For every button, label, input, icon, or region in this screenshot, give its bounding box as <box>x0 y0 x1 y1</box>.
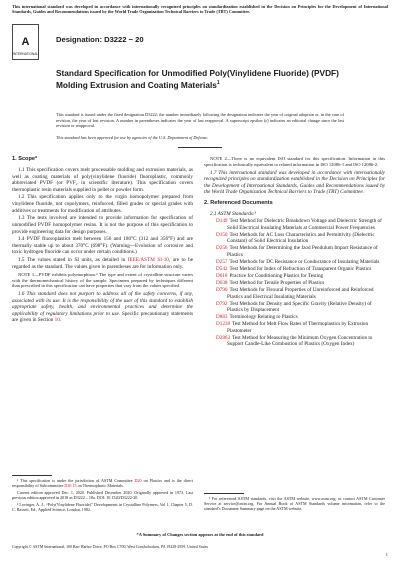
ieee-si10-link[interactable]: IEEE/ASTM SI-10 <box>127 257 169 264</box>
reference-title: Test Method for Dielectric Breakdown Voltage and Dielectric Strength of Solid Electrical Insulating Materials at Commercial Power Frequencies <box>227 218 382 231</box>
copyright-line: Copyright © ASTM International, 100 Barr Harbor Drive, PO Box C700, West Conshohocken, PA 19428-2959. United States <box>12 545 208 549</box>
paragraph-1-2: 1.2 This specification applies only to the virgin homopolymer prepared from vinylidene fluoride, not copolymers, reinforced, filled grades or special grades with additives or treatments for modification of attributes. <box>12 194 193 214</box>
reference-item <box>210 232 385 245</box>
paragraph-1-5 <box>12 257 193 270</box>
astm-standards-subheading <box>210 211 385 218</box>
note-2: NOTE 2—There is no equivalent ISO standard for this specification. Information in this specification is technically equivalent to related information in ISO 12086-1 and ISO 12086-2. <box>204 156 385 167</box>
reference-code-link[interactable]: D2863 <box>216 334 231 341</box>
scope-heading: 1. Scope* <box>12 156 38 162</box>
paragraph-1-6-text-c: . <box>59 317 62 324</box>
paragraph-1-6-text-b: Specific precautionary statements are given in Section <box>12 310 193 324</box>
dod-approval-note: This standard has been approved for use by agencies of the U.S. Department of Defense. <box>56 135 209 140</box>
reference-item <box>210 280 385 286</box>
svg-text:A: A <box>21 36 30 48</box>
reference-title: Test Methods for Flexural Properties of Unreinforced and Reinforced Plastics and Electrical Insulating Materials <box>227 287 374 300</box>
reference-item <box>210 287 385 300</box>
reference-code-link[interactable]: D542 <box>216 265 228 272</box>
paragraph-1-3: 1.3 The tests involved are intended to provide information for specification of unmodified PVDF homopolymer resins. It is not the purpose of this specification to provide engineering data for design purposes. <box>12 215 193 235</box>
reference-item <box>210 259 385 265</box>
note-1: NOTE 1—PVDF exhibits polymorphism.² The type and extent of crystalline structure varies with the thermomechanical history of the sample. Specimens prepared by techniques different than prescribed in this specification can have properties that vary from the values specified. <box>12 271 193 289</box>
reference-title: Test Methods for AC Loss Characteristics and Permittivity (Dielectric Constant) of Solid Electrical Insulation <box>227 231 375 245</box>
reference-item <box>210 314 385 320</box>
reference-item <box>210 245 385 258</box>
paragraph-1-4: 1.4 PVDF fluoroplastics melt between 156 and 180°C (312 and 356°F) and are thermally stable up to about 370°C (698°F). (Warning—Evolution of corrosive and toxic hydrogen fluoride can occur under certain conditions.) <box>12 236 193 256</box>
footnote-1-edition: Current edition approved Dec. 1, 2020. Published December 2020. Originally approved in 1973. Last previous edition approved in 2018 as D3222 – 18a. DOI: 10.1520/D3222-20. <box>12 490 193 501</box>
reference-item <box>210 335 385 348</box>
footnote-1 <box>12 478 193 488</box>
reference-title: Test Method for Tensile Properties of Plastics <box>229 280 325 287</box>
footnote-2: ² Lovinger, A. J., “Poly(Vinylidene Fluoride)” Developments in Crystalline Polymers, Vol 1, Chapter 5, D. C. Bassett, Ed., Applied Science, London, 1982. <box>12 502 193 513</box>
referenced-documents-heading: 2. Referenced Documents <box>204 199 273 206</box>
reference-code-link[interactable]: D638 <box>216 280 228 287</box>
paragraph-1-5-text-b: , are to be regarded as the standard. The values given in parentheses are for information only. <box>12 257 193 270</box>
reference-title: Test Method for Melt Flow Rates of Thermoplastics by Extrusion Plastometer <box>227 321 369 334</box>
footnote-divider <box>12 475 52 476</box>
reference-title: Practice for Conditioning Plastics for Testing <box>229 272 324 279</box>
committee-d20-link[interactable]: D20 <box>134 478 142 483</box>
left-footnotes <box>12 475 193 515</box>
designation: Designation: D3222 − 20 <box>56 35 144 44</box>
reference-code-link[interactable]: D883 <box>216 314 228 321</box>
top-notice: This international standard was developed in accordance with internationally recognized principles on standardization established in the Decision on Principles for the Development of International Standards, Guides and Recommendations issued by the World Trade Organization Technical Barriers to Trade (TBT) Committee. <box>12 4 388 15</box>
right-column <box>204 152 385 348</box>
reference-title: Test Method for Index of Refraction of Transparent Organic Plastics <box>229 265 372 272</box>
title-text: Standard Specification for Unmodified Poly(Vinylidene Fluoride) (PVDF) Molding Extrusion and Coating Materials <box>56 68 339 90</box>
page-number: 1 <box>385 552 388 557</box>
reference-code-link[interactable]: D149 <box>216 218 228 225</box>
section-10-link[interactable]: 10 <box>54 317 60 324</box>
footnote-1-text-b: on Plastics and is the direct responsibility of Subcommittee <box>12 478 193 489</box>
reference-title: Test Methods for Density and Specific Gravity (Relative Density) of Plastics by Displacement <box>227 300 372 314</box>
reference-code-link[interactable]: D257 <box>216 258 228 265</box>
footnote-1-text-a: ¹ This specification is under the jurisdiction of ASTM Committee <box>17 478 135 483</box>
astm-logo-icon <box>12 24 39 60</box>
intro-divider <box>178 147 222 148</box>
reference-title: Test Methods for DC Resistance or Conductance of Insulating Materials <box>229 258 380 265</box>
reference-item <box>210 266 385 272</box>
reference-code-link[interactable]: D790 <box>216 287 228 294</box>
footnote-1-text-c: on Thermoplastic Materials. <box>76 483 124 489</box>
reference-item <box>210 321 385 334</box>
right-footnotes <box>204 493 385 513</box>
paragraph-1-5-text-a: 1.5 The values stated in SI units, as detailed in <box>18 257 128 264</box>
title-footnote-marker[interactable]: 1 <box>216 79 220 86</box>
reference-code-link[interactable]: D792 <box>216 300 228 307</box>
intro-paragraph: This standard is issued under the fixed designation D3222; the number immediately following the designation indicates the year of original adoption or, in the case of revision, the year of last revision. A number in parentheses indicates the year of last reapproval. A superscript epsilon (ε) indicates an editorial change since the last revision or reapproval. <box>56 112 344 129</box>
reference-item <box>210 218 385 231</box>
safety-statement: 1.6 This standard does not purport to address all of the safety concerns, if any, associated with its use. It is the responsibility of the user of this standard to establish appropriate safety, health, and environmental practices and determine the applicability of regulatory limitations prior to use. <box>12 291 193 317</box>
reference-list <box>204 218 385 347</box>
reference-title: Terminology Relating to Plastics <box>229 314 298 321</box>
paragraph-1-7: 1.7 This international standard was developed in accordance with internationally recognized principles on standardization established in the Decision on Principles for the Development of International Standards, Guides and Recommendations issued by the World Trade Organization Technical Barriers to Trade (TBT) Committee. <box>204 169 385 196</box>
reference-title: Test Method for Measuring the Minimum Oxygen Concentration to Support Candle-Like Combustion of Plastics (Oxygen Index) <box>227 334 373 348</box>
paragraph-1-1: 1.1 This specification covers melt processable molding and extrusion materials, as well as coating materials of poly(vinylidene fluoride) fluoroplastic, commonly abbreviated PVDF (or PVF₂ in scientific literature). This specification covers thermoplastic resin materials supplied in pellet or powder form. <box>12 167 193 193</box>
reference-title: Test Methods for Determining the Izod Pendulum Impact Resistance of Plastics <box>227 245 378 258</box>
standard-title <box>56 68 356 91</box>
reference-item <box>210 301 385 314</box>
svg-text:INTERNATIONAL: INTERNATIONAL <box>12 52 39 56</box>
reference-code-link[interactable]: D1238 <box>216 321 231 328</box>
reference-code-link[interactable]: D618 <box>216 272 228 279</box>
reference-code-link[interactable]: D150 <box>216 231 228 238</box>
footnote-3: ³ For referenced ASTM standards, visit the ASTM website, www.astm.org, or contact ASTM Customer Service at service@astm.org. For Annual Book of ASTM Standards volume information, refer to the standard’s Document Summary page on the ASTM website. <box>204 496 385 512</box>
reference-item <box>210 273 385 279</box>
summary-of-changes-note: *A Summary of Changes section appears at the end of this standard <box>136 532 264 537</box>
paragraph-1-6 <box>12 291 193 324</box>
subcommittee-d20-15-link[interactable]: D20.15 <box>64 483 77 489</box>
footnote-divider <box>204 493 244 494</box>
reference-code-link[interactable]: D256 <box>216 245 228 252</box>
left-column <box>12 152 193 325</box>
astm-standards-label: 2.1 ASTM Standards:³ <box>210 210 257 217</box>
